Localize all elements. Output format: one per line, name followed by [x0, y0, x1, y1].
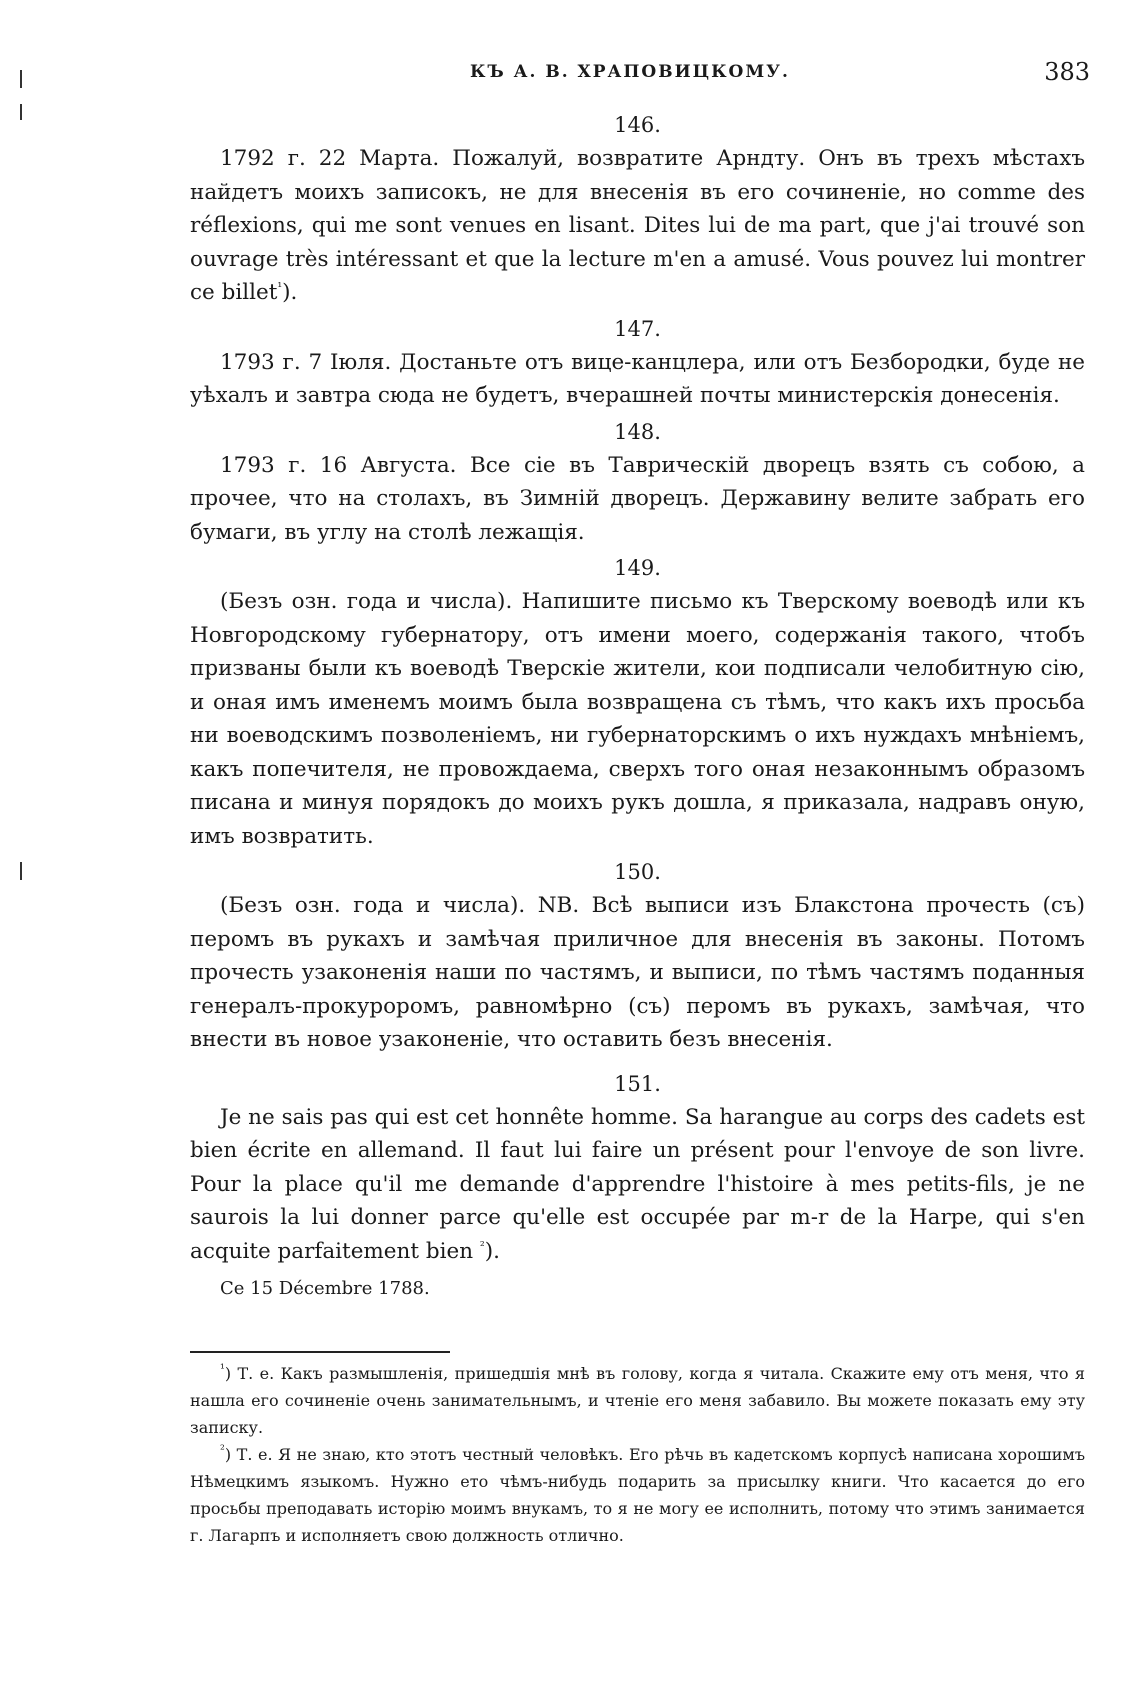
entry-number: 146. — [614, 113, 661, 137]
entry-text: (Безъ озн. года и числа). NB. Всѣ выписи изъ Блакстона прочесть (съ) перомъ въ рукахъ и замѣчая приличное для внесенія въ законы. Потомъ прочесть узаконенія наши по частямъ, и выписи, по тѣмъ частямъ поданныя генералъ-прокуроромъ, равномѣрно (съ) перомъ въ рукахъ, замѣчая, что внести въ новое узаконеніе, что оставить безъ внесенія. — [190, 893, 1085, 1052]
footnotes — [190, 1360, 1085, 1549]
footnote-ref: ¹ — [277, 279, 283, 294]
entry-text: 1793 г. 7 Іюля. Достаньте отъ вице-канцлера, или отъ Безбородки, буде не уѣхалъ и завтра сюда не будетъ, вчерашней почты министерскія донесенія. — [190, 349, 1085, 408]
footnote: $^{^1}$) Т. е. Какъ размышленія, пришедшія мнѣ въ голову, когда я читала. Скажите ему отъ меня, что я нашла его сочиненіе очень занимательнымъ, и чтеніе его меня забавило. Вы можете показать ему эту записку. — [190, 1361, 1085, 1437]
footnote-divider — [190, 1351, 450, 1353]
entry-text: 1792 г. 22 Марта. Пожалуй, возвратите Арндту. Онъ въ трехъ мѣстахъ найдетъ моихъ записокъ, не для внесенія въ его сочиненіе, но comme des réflexions, qui me sont venues en lisant. Dites lui de ma part, que j'ai trouvé son ouvrage très intéressant et que la lecture m'en a amusé. Vous pouvez lui montrer ce billet$^{^1}$). — [190, 146, 1085, 305]
running-head: КЪ А. В. ХРАПОВИЦКОМУ. — [470, 62, 790, 82]
entry-number: 149. — [614, 556, 661, 580]
entry-number: 148. — [614, 419, 661, 444]
entry-text: 1793 г. 16 Августа. Все сіе въ Таврическій дворецъ взять съ собою, а прочее, что на столахъ, въ Зимній дворецъ. Державину велите забрать его бумаги, въ углу на столѣ лежащія. — [190, 452, 1085, 545]
margin-mark — [20, 862, 22, 880]
entry-number: 147. — [614, 316, 661, 341]
entry-number: 150. — [614, 860, 661, 884]
entry-text: (Безъ озн. года и числа). Напишите письмо къ Тверскому воеводѣ или къ Новгородскому губернатору, отъ имени моего, содержанія такого, чтобъ призваны были къ воеводѣ Тверскіе жители, кои подписали челобитную сію, и оная имъ именемъ моимъ была возвращена съ тѣмъ, что какъ ихъ просьба ни воеводскимъ позволеніемъ, ни губернаторскимъ о ихъ нуждахъ мнѣніемъ, какъ попечителя, не провождаема, сверхъ того оная незаконнымъ образомъ писана и минуя порядокъ до моихъ рукъ дошла, я приказала, надравъ оную, имъ возвратить. — [190, 589, 1085, 849]
footnote-mark: ¹ — [220, 1361, 225, 1376]
entry-number: 151. — [614, 1071, 661, 1096]
margin-mark — [20, 104, 22, 120]
body-text — [190, 108, 1085, 1304]
entry-text: Je ne sais pas qui est cet honnête homme. Sa harangue au corps des cadets est bien écrite en allemand. Il faut lui faire un présent pour l'envoye de son livre. Pour la place qu'il me demande d'apprendre l'histoire à mes petits-fils, je ne saurois la lui donner parce qu'elle est occupée par m-r de la Harpe, qui s'en acquite parfaitement bien $^{^2}$). — [190, 1104, 1085, 1264]
page-header — [200, 58, 1090, 88]
footnote: $^{^2}$) Т. е. Я не знаю, кто этотъ честный человѣкъ. Его рѣчь въ кадетскомъ корпусѣ написана хорошимъ Нѣмецкимъ языкомъ. Нужно ето чѣмъ-нибудь подарить за присылку книги. Что касается до его просьбы преподавать исторію моимъ внукамъ, то я не могу ее исполнить, потому что этимъ занимается г. Лагарпъ и исполняетъ свою должность отлично. — [190, 1442, 1085, 1545]
footnote-ref: ² — [479, 1238, 485, 1253]
margin-mark — [20, 70, 22, 88]
page-number: 383 — [1044, 58, 1090, 86]
letter-date: Ce 15 Décembre 1788. — [220, 1278, 430, 1299]
footnote-mark: ² — [220, 1442, 225, 1457]
